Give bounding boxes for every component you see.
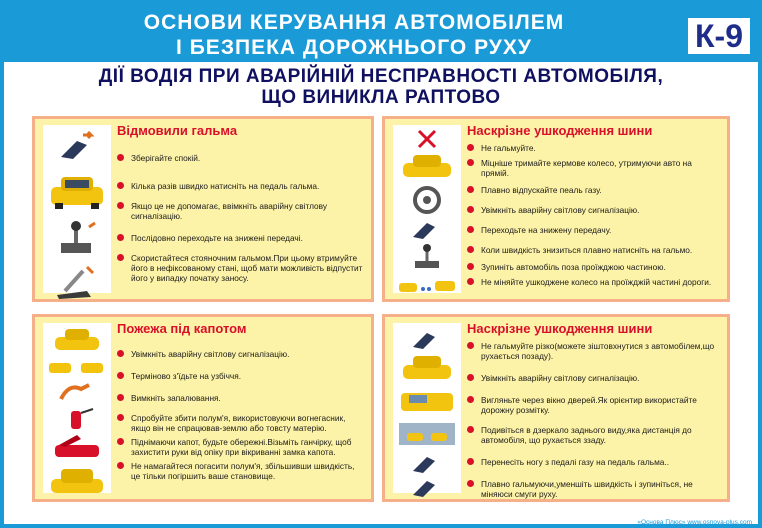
list-item: Послідовно переходьте на знижені передачі. — [117, 233, 365, 243]
steering-wheel-icon — [397, 185, 457, 215]
list-item: Не гальмуйте різко(можете зіштовхнутися з автомобілем,що рухається позаду). — [467, 341, 721, 361]
title-line-1: ОСНОВИ КЕРУВАННЯ АВТОМОБІЛЕМ — [143, 11, 565, 34]
poster-title — [114, 10, 594, 60]
list-item: Вигляньте через вікно дверей.Як орієнтир використайте дорожну розмітку. — [467, 395, 721, 415]
pedal-icon — [397, 477, 457, 499]
list-item: Переходьте на знижену передачу. — [467, 225, 721, 235]
panel-tire-damage-2 — [382, 314, 730, 502]
gear-lever-icon — [397, 243, 457, 269]
pedal-icon — [47, 131, 107, 161]
extinguisher-icon — [47, 405, 107, 431]
car-icon — [397, 353, 457, 383]
list-item: Перенесіть ногу з педалі газу на педаль гальма.. — [467, 457, 721, 467]
subtitle — [40, 66, 722, 108]
list-item: Терміново з'їдьте на узбіччя. — [117, 371, 365, 381]
illustrations — [393, 125, 461, 293]
panel-hood-fire — [32, 314, 374, 502]
handbrake-icon — [47, 261, 107, 299]
no-brake-icon — [397, 129, 457, 149]
subtitle-line-2: ЩО ВИНИКЛА РАПТОВО — [261, 87, 501, 108]
mirror-view-icon — [397, 419, 457, 449]
car-icon — [47, 463, 107, 499]
car-window-icon — [397, 385, 457, 415]
list-item: Скористайтеся стояночним гальмом.При цьому втримуйте його в нефіксованому стані, щоб мати можливість відпустит його у випадку початку заносу. — [117, 253, 365, 283]
title-line-2: І БЕЗПЕКА ДОРОЖНЬОГО РУХУ — [176, 36, 532, 59]
car-icon — [397, 153, 457, 181]
panel-title: Наскрізне ушкодження шини — [467, 123, 653, 138]
illustrations — [393, 323, 461, 493]
pedal-icon — [397, 453, 457, 475]
list-item: Плавно гальмуючи,уменшіть швидкість і зупиніться, не міняюси смуги руху. — [467, 479, 721, 499]
list-item: Зберігайте спокій. — [117, 153, 365, 163]
instruction-list — [467, 341, 721, 499]
list-item: Не намагайтеся погасити полум'я, збільшивши швидкість, це тільки погіршить ваше становище. — [117, 461, 365, 481]
publisher-footer: «Основа Плюс» www.osnova-plus.com — [637, 519, 752, 526]
illustrations — [43, 125, 111, 293]
list-item: Увімкніть аварійну світлову сигналізацію. — [467, 205, 721, 215]
key-icon — [47, 381, 107, 403]
gear-lever-icon — [47, 219, 107, 255]
instruction-list — [117, 341, 365, 481]
car-icon — [47, 173, 107, 213]
instruction-list — [467, 143, 721, 287]
list-item: Не міняйте ушкоджене колесо на проїжджій частині дороги. — [467, 277, 721, 287]
poster-code: К-9 — [686, 16, 752, 56]
list-item: Зупиніть автомобіль поза проїжджою частиною. — [467, 262, 721, 272]
list-item: Міцніше тримайте кермове колесо, утримуючи авто на прямій. — [467, 158, 721, 178]
panel-brake-failure — [32, 116, 374, 302]
illustrations — [43, 323, 111, 493]
instruction-list — [117, 143, 365, 283]
panel-title: Пожежа під капотом — [117, 321, 247, 336]
subtitle-line-1: ДІЇ ВОДІЯ ПРИ АВАРІЙНІЙ НЕСПРАВНОСТІ АВТОМОБІЛЯ, — [98, 66, 664, 87]
list-item: Спробуйте збити полум'я, використовуючи вогнегасник, якщо він не спрацював-землю або товсту матерію. — [117, 413, 365, 433]
list-item: Піднімаючи капот, будьте обережні.Візьміть ганчірку, щоб захистити руки від опіку при вікриванні замка капота. — [117, 437, 365, 457]
car-stopping-icon — [397, 273, 457, 299]
list-item: Вимкніть запалювання. — [117, 393, 365, 403]
list-item: Якщо це не допомагає, ввімкніть аварійну світлову сигналізацію. — [117, 201, 365, 221]
panel-title: Наскрізне ушкодження шини — [467, 321, 653, 336]
list-item: Увімкніть аварійну світлову сигналізацію. — [467, 373, 721, 383]
list-item: Кілька разів швидко натисніть на педаль гальма. — [117, 181, 365, 191]
pedal-icon — [397, 327, 457, 351]
header-bar — [4, 4, 758, 62]
pedal-icon — [397, 217, 457, 241]
list-item: Коли швидкість знизиться плавно натисніть на гальмо. — [467, 245, 721, 255]
car-icon — [47, 327, 107, 353]
list-item: Плавно відпускайте пеаль газу. — [467, 185, 721, 195]
list-item: Не гальмуйте. — [467, 143, 721, 153]
list-item: Подивіться в дзеркало заднього виду,яка дистанція до автомобіля, що рухається ззаду. — [467, 425, 721, 445]
panel-tire-damage-1 — [382, 116, 730, 302]
open-hood-icon — [47, 433, 107, 459]
panel-title: Відмовили гальма — [117, 123, 238, 138]
list-item: Увімкніть аварійну світлову сигналізацію. — [117, 349, 365, 359]
cars-roadside-icon — [47, 357, 107, 377]
